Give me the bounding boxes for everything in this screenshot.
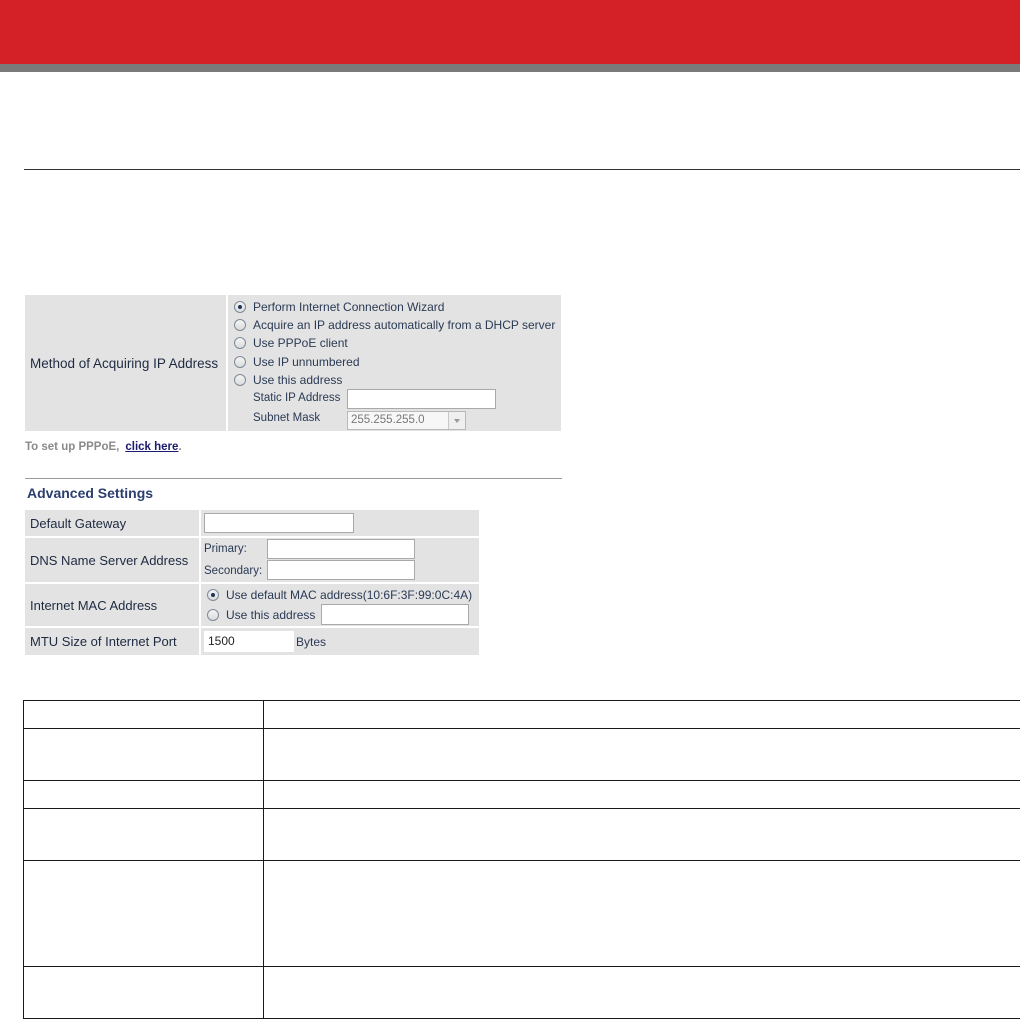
mac-default-option[interactable] [207,587,472,603]
dns-secondary-label: Secondary: [204,565,263,577]
table-row-divider [24,780,1020,781]
option-connection-wizard[interactable] [234,299,444,315]
dns-label: DNS Name Server Address [30,552,189,568]
radio-icon[interactable] [207,609,219,621]
option-ip-unnumbered[interactable] [234,354,360,370]
mac-custom-input[interactable] [321,604,469,625]
mac-custom-label: Use this address [226,608,316,622]
subnet-mask-label: Subnet Mask [253,412,321,424]
radio-checked-icon[interactable] [207,589,219,601]
radio-icon[interactable] [234,374,246,386]
radio-icon[interactable] [234,319,246,331]
subnet-mask-value: 255.255.255.0 [351,414,425,426]
ip-method-panel [25,295,561,431]
option-label: Use IP unnumbered [253,355,360,369]
advanced-divider [25,478,562,479]
radio-icon[interactable] [234,356,246,368]
dns-primary-label: Primary: [204,543,247,555]
default-gateway-label: Default Gateway [30,515,127,531]
header-accent-stripe [0,64,1020,72]
option-dhcp[interactable] [234,317,555,333]
table-row-divider [24,728,1020,729]
static-ip-input[interactable] [347,389,496,409]
pppoe-note-suffix: . [178,441,182,453]
radio-checked-icon[interactable] [234,301,246,313]
option-label: Perform Internet Connection Wizard [253,300,445,314]
page-divider [24,169,1020,170]
mtu-input[interactable]: 1500 [204,631,294,652]
mtu-unit: Bytes [296,635,327,649]
option-label: Use PPPoE client [253,336,348,350]
subnet-mask-select[interactable] [347,411,466,430]
chevron-down-icon[interactable] [448,412,465,429]
dns-primary-input[interactable] [267,539,415,559]
table-row-divider [24,808,1020,809]
advanced-settings-title: Advanced Settings [27,485,154,501]
default-gateway-input[interactable] [204,513,354,533]
mac-custom-option[interactable] [207,607,315,623]
dns-secondary-input[interactable] [267,560,415,580]
mac-default-label: Use default MAC address(10:6F:3F:99:0C:4A) [226,588,473,602]
advanced-settings-table [25,510,479,655]
option-label: Acquire an IP address automatically from a DHCP server [253,318,556,332]
pppoe-note-text: To set up PPPoE, [25,441,120,453]
pppoe-note [25,441,182,453]
option-label: Use this address [253,373,343,387]
table-row-divider [24,860,1020,861]
header-banner [0,0,1020,64]
table-row-divider [24,966,1020,967]
mtu-label: MTU Size of Internet Port [30,634,177,649]
option-static-address[interactable] [234,372,342,388]
pppoe-click-here-link[interactable]: click here [125,441,179,453]
mac-label: Internet MAC Address [30,597,158,613]
option-pppoe[interactable] [234,335,348,351]
static-ip-label: Static IP Address [253,392,341,404]
description-table [23,700,1020,1019]
ip-method-separator [226,295,228,431]
radio-icon[interactable] [234,337,246,349]
ip-method-label: Method of Acquiring IP Address [30,355,219,371]
